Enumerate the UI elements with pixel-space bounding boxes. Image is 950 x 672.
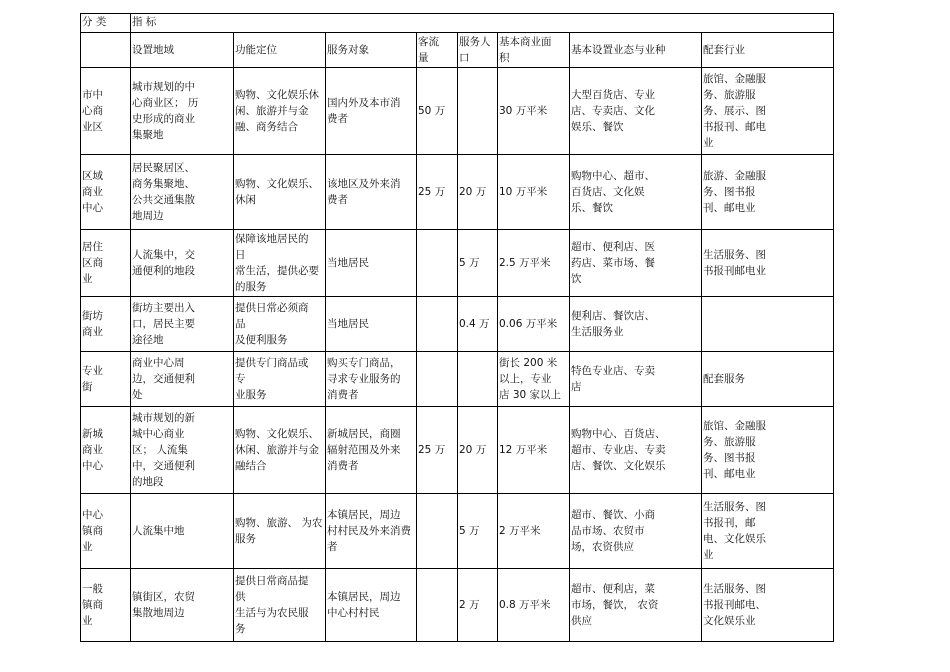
formats-cell: 超市、便利店、医 药店、菜市场、餐 饮	[570, 230, 702, 297]
area-cell: 30 万平米	[498, 68, 570, 155]
population-cell	[458, 352, 498, 407]
location-cell: 城市规划的新 城中心商业 区； 人流集 中，交通便利 的地段	[131, 407, 234, 494]
traffic-cell: 50 万	[417, 68, 458, 155]
population-cell: 0.4 万	[458, 297, 498, 352]
formats-cell: 大型百货店、专业 店、专卖店、文化 娱乐、餐饮	[570, 68, 702, 155]
location-cell: 人流集中，交 通便利的地段	[131, 230, 234, 297]
area-cell: 2.5 万平米	[498, 230, 570, 297]
function-cell: 购物、文化娱乐休 闲、旅游并与金 融、商务结合	[234, 68, 326, 155]
category-cell: 新城 商业 中心	[81, 407, 131, 494]
population-cell: 5 万	[458, 230, 498, 297]
area-cell: 10 万平米	[498, 155, 570, 230]
formats-cell: 购物中心、百货店、 超市、专业店、专卖 店、餐饮、文化娱乐	[570, 407, 702, 494]
area-cell: 0.8 万平米	[498, 569, 570, 642]
table-row	[81, 155, 834, 230]
header-function: 功能定位	[234, 33, 326, 68]
target-cell: 该地区及外来消 费者	[326, 155, 417, 230]
location-cell: 街坊主要出入 口，居民主要 途径地	[131, 297, 234, 352]
population-cell	[458, 68, 498, 155]
table-row	[81, 407, 834, 494]
header-indicator: 指 标	[131, 14, 834, 33]
supporting-cell: 生活服务、图 书报刊邮电业	[702, 230, 834, 297]
header-row-columns	[81, 33, 834, 68]
header-supporting: 配套行业	[702, 33, 834, 68]
category-cell: 中心 镇商 业	[81, 494, 131, 569]
target-cell: 新城居民，商圈 辐射范围及外来 消费者	[326, 407, 417, 494]
traffic-cell	[417, 569, 458, 642]
header-category: 分 类	[81, 14, 131, 33]
location-cell: 镇街区，农贸 集散地周边	[131, 569, 234, 642]
supporting-cell: 旅馆、金融服 务、旅游服 务、图书报 刊、邮电业	[702, 407, 834, 494]
area-cell: 12 万平米	[498, 407, 570, 494]
formats-cell: 便利店、餐饮店、 生活服务业	[570, 297, 702, 352]
header-traffic: 客流 量	[417, 33, 458, 68]
header-formats: 基本设置业态与业种	[570, 33, 702, 68]
category-cell: 一般 镇商 业	[81, 569, 131, 642]
function-cell: 购物、旅游、 为农 服务	[234, 494, 326, 569]
function-cell: 购物、文化娱乐、 休闲、旅游并与金 融结合	[234, 407, 326, 494]
area-cell: 2 万平米	[498, 494, 570, 569]
target-cell: 当地居民	[326, 297, 417, 352]
header-row-top	[81, 14, 834, 33]
traffic-cell	[417, 297, 458, 352]
function-cell: 提供日常商品提 供 生活与为农民服 务	[234, 569, 326, 642]
supporting-cell: 生活服务、图 书报刊邮电、 文化娱乐业	[702, 569, 834, 642]
formats-cell: 超市、餐饮、小商 品市场、农贸市 场，农资供应	[570, 494, 702, 569]
target-cell: 本镇居民，周边 中心村村民	[326, 569, 417, 642]
category-cell: 街坊 商业	[81, 297, 131, 352]
header-location: 设置地域	[131, 33, 234, 68]
traffic-cell	[417, 494, 458, 569]
supporting-cell	[702, 297, 834, 352]
supporting-cell: 旅游、金融服 务、图书报 刊、邮电业	[702, 155, 834, 230]
table-row	[81, 352, 834, 407]
population-cell: 20 万	[458, 155, 498, 230]
category-cell: 区域 商业 中心	[81, 155, 131, 230]
commercial-classification-table	[80, 13, 834, 642]
traffic-cell	[417, 230, 458, 297]
population-cell: 20 万	[458, 407, 498, 494]
header-population: 服务人 口	[458, 33, 498, 68]
target-cell: 当地居民	[326, 230, 417, 297]
table-row	[81, 569, 834, 642]
category-cell: 居住 区商 业	[81, 230, 131, 297]
header-target: 服务对象	[326, 33, 417, 68]
function-cell: 提供日常必须商 品 及便利服务	[234, 297, 326, 352]
traffic-cell	[417, 352, 458, 407]
supporting-cell: 配套服务	[702, 352, 834, 407]
location-cell: 城市规划的中 心商业区； 历 史形成的商业 集聚地	[131, 68, 234, 155]
table-row	[81, 230, 834, 297]
function-cell: 提供专门商品或 专 业服务	[234, 352, 326, 407]
area-cell: 街长 200 米 以上，专业 店 30 家以上	[498, 352, 570, 407]
target-cell: 国内外及本市消 费者	[326, 68, 417, 155]
function-cell: 保障该地居民的 日 常生活，提供必要 的服务	[234, 230, 326, 297]
category-cell: 专业 街	[81, 352, 131, 407]
table-row	[81, 297, 834, 352]
header-area: 基本商业面 积	[498, 33, 570, 68]
table-row	[81, 68, 834, 155]
location-cell: 人流集中地	[131, 494, 234, 569]
function-cell: 购物、文化娱乐、 休闲	[234, 155, 326, 230]
target-cell: 购买专门商品， 寻求专业服务的 消费者	[326, 352, 417, 407]
location-cell: 商业中心周 边，交通便利 处	[131, 352, 234, 407]
traffic-cell: 25 万	[417, 155, 458, 230]
header-empty	[81, 33, 131, 68]
population-cell: 5 万	[458, 494, 498, 569]
formats-cell: 特色专业店、专卖 店	[570, 352, 702, 407]
location-cell: 居民聚居区、 商务集聚地、 公共交通集散 地周边	[131, 155, 234, 230]
category-cell: 市中 心商 业区	[81, 68, 131, 155]
target-cell: 本镇居民，周边 村村民及外来消费 者	[326, 494, 417, 569]
table-row	[81, 494, 834, 569]
formats-cell: 购物中心、超市、 百货店、文化娱 乐、餐饮	[570, 155, 702, 230]
traffic-cell: 25 万	[417, 407, 458, 494]
area-cell: 0.06 万平米	[498, 297, 570, 352]
supporting-cell: 旅馆、金融服 务、旅游服 务、展示、图 书报刊、邮电 业	[702, 68, 834, 155]
population-cell: 2 万	[458, 569, 498, 642]
supporting-cell: 生活服务、图 书报刊，邮 电、文化娱乐 业	[702, 494, 834, 569]
formats-cell: 超市、便利店，菜 市场，餐饮， 农资 供应	[570, 569, 702, 642]
